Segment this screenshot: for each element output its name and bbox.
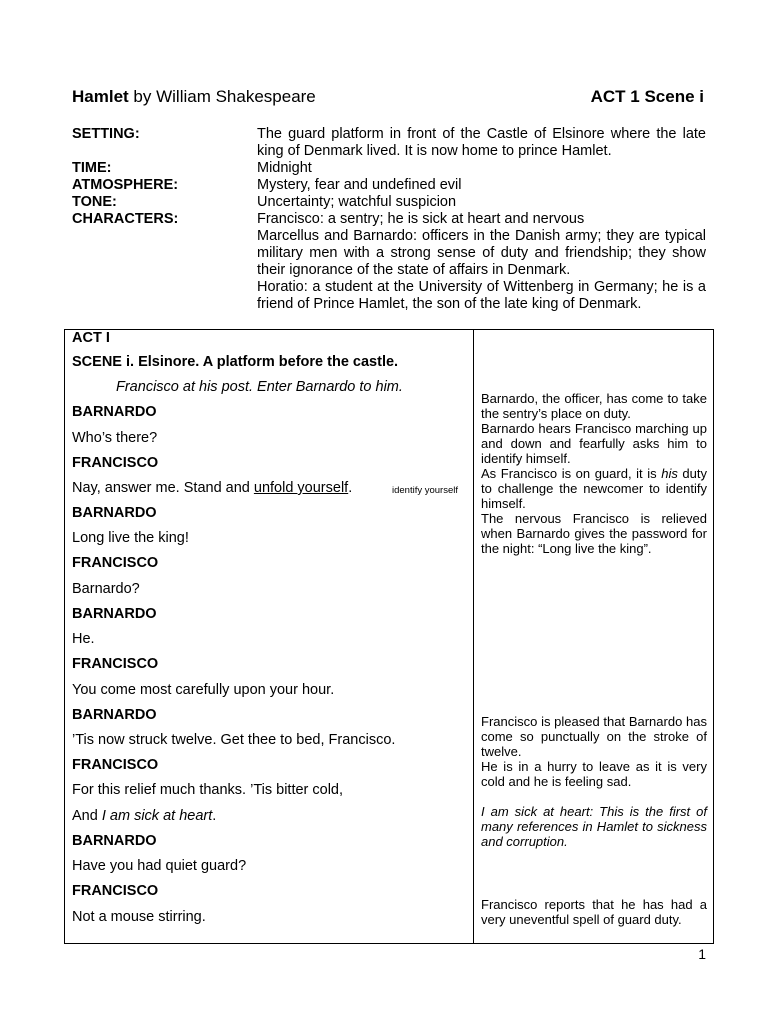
dialogue-line: Who’s there? xyxy=(72,430,158,446)
tone-label: TONE: xyxy=(72,194,117,210)
speaker-barnardo: BARNARDO xyxy=(72,505,157,521)
character-francisco: Francisco: a sentry; he is sick at heart and nervous xyxy=(257,211,585,227)
notes-block-2 xyxy=(481,714,707,849)
play-name: Hamlet xyxy=(72,87,129,106)
stage-direction: Francisco at his post. Enter Barnardo to him. xyxy=(116,379,403,395)
dialogue-line xyxy=(72,480,352,496)
speaker-francisco: FRANCISCO xyxy=(72,555,159,571)
tone-row xyxy=(72,194,706,211)
script-table xyxy=(64,329,714,944)
note-text: As Francisco is on guard, it is xyxy=(481,466,662,481)
characters-label: CHARACTERS: xyxy=(72,211,179,227)
time-row xyxy=(72,160,706,177)
dialogue-line: You come most carefully upon your hour. xyxy=(72,682,335,698)
setting-label: SETTING: xyxy=(72,126,140,142)
time-value: Midnight xyxy=(257,160,312,176)
note: The nervous Francisco is relieved when Barnardo gives the password for the night: “Long live the king”. xyxy=(481,511,707,556)
note xyxy=(481,466,707,511)
note: I am sick at heart: This is the first of many references in Hamlet to sickness and corruption. xyxy=(481,804,707,849)
speaker-francisco: FRANCISCO xyxy=(72,757,159,773)
column-divider xyxy=(473,330,474,943)
setting-value: The guard platform in front of the Castle of Elsinore where the late king of Denmark lived. It is now home to prince Hamlet. xyxy=(257,126,706,159)
setting-row xyxy=(72,126,706,160)
dialogue-line: Barnardo? xyxy=(72,581,140,597)
dialogue-line: ’Tis now struck twelve. Get thee to bed, Francisco. xyxy=(72,732,396,748)
speaker-francisco: FRANCISCO xyxy=(72,883,159,899)
dialogue-text: . xyxy=(212,808,217,824)
character-marcellus-barnardo: Marcellus and Barnardo: officers in the Danish army; they are typical military men with a strong sense of duty and friendship; they show their ignorance of the state of affairs in Denmark. xyxy=(257,228,706,278)
act-scene-label: ACT 1 Scene i xyxy=(590,87,704,106)
tone-value: Uncertainty; watchful suspicion xyxy=(257,194,457,210)
note: Barnardo hears Francisco marching up and down and fearfully asks him to identify himself. xyxy=(481,421,707,466)
author: by William Shakespeare xyxy=(128,87,316,106)
dialogue-text: Nay, answer me. Stand and xyxy=(72,480,254,496)
speaker-barnardo: BARNARDO xyxy=(72,606,157,622)
scene-heading: SCENE i. Elsinore. A platform before the castle. xyxy=(72,354,399,370)
atmosphere-value: Mystery, fear and undefined evil xyxy=(257,177,462,193)
speaker-barnardo: BARNARDO xyxy=(72,833,157,849)
time-label: TIME: xyxy=(72,160,112,176)
page-header xyxy=(72,87,704,109)
atmosphere-label: ATMOSPHERE: xyxy=(72,177,179,193)
note-italic: his xyxy=(661,466,678,481)
scene-info xyxy=(72,126,706,313)
dialogue-line: Not a mouse stirring. xyxy=(72,909,206,925)
dialogue-line: For this relief much thanks. ’Tis bitter cold, xyxy=(72,782,344,798)
dialogue-text: And xyxy=(72,808,102,824)
note-text: duty to challenge the newcomer to identify himself. xyxy=(481,466,707,511)
note: Francisco is pleased that Barnardo has come so punctually on the stroke of twelve. xyxy=(481,714,707,759)
speaker-francisco: FRANCISCO xyxy=(72,656,159,672)
characters-list xyxy=(257,211,706,313)
italic-phrase: I am sick at heart xyxy=(101,808,213,824)
dialogue-line: Have you had quiet guard? xyxy=(72,858,247,874)
gloss-note: identify yourself xyxy=(392,485,459,496)
note: Francisco reports that he has had a very uneventful spell of guard duty. xyxy=(481,897,707,927)
speaker-barnardo: BARNARDO xyxy=(72,707,157,723)
atmosphere-row xyxy=(72,177,706,194)
characters-row xyxy=(72,211,706,313)
note: Barnardo, the officer, has come to take the sentry’s place on duty. xyxy=(481,391,707,421)
dialogue-line: Long live the king! xyxy=(72,530,189,546)
character-horatio: Horatio: a student at the University of Wittenberg in Germany; he is a friend of Prince Hamlet, the son of the late king of Denmark. xyxy=(257,279,706,312)
act-heading: ACT I xyxy=(72,330,110,346)
speaker-francisco: FRANCISCO xyxy=(72,455,159,471)
dialogue-text: . xyxy=(348,480,353,496)
page-number: 1 xyxy=(698,946,706,962)
document-title xyxy=(72,87,316,107)
notes-block-3 xyxy=(481,897,707,927)
speaker-barnardo: BARNARDO xyxy=(72,404,157,420)
note: He is in a hurry to leave as it is very cold and he is feeling sad. xyxy=(481,759,707,789)
notes-block-1 xyxy=(481,391,707,556)
dialogue-line xyxy=(72,808,216,824)
dialogue-line: He. xyxy=(72,631,95,647)
glossed-phrase: unfold yourself xyxy=(253,480,349,496)
